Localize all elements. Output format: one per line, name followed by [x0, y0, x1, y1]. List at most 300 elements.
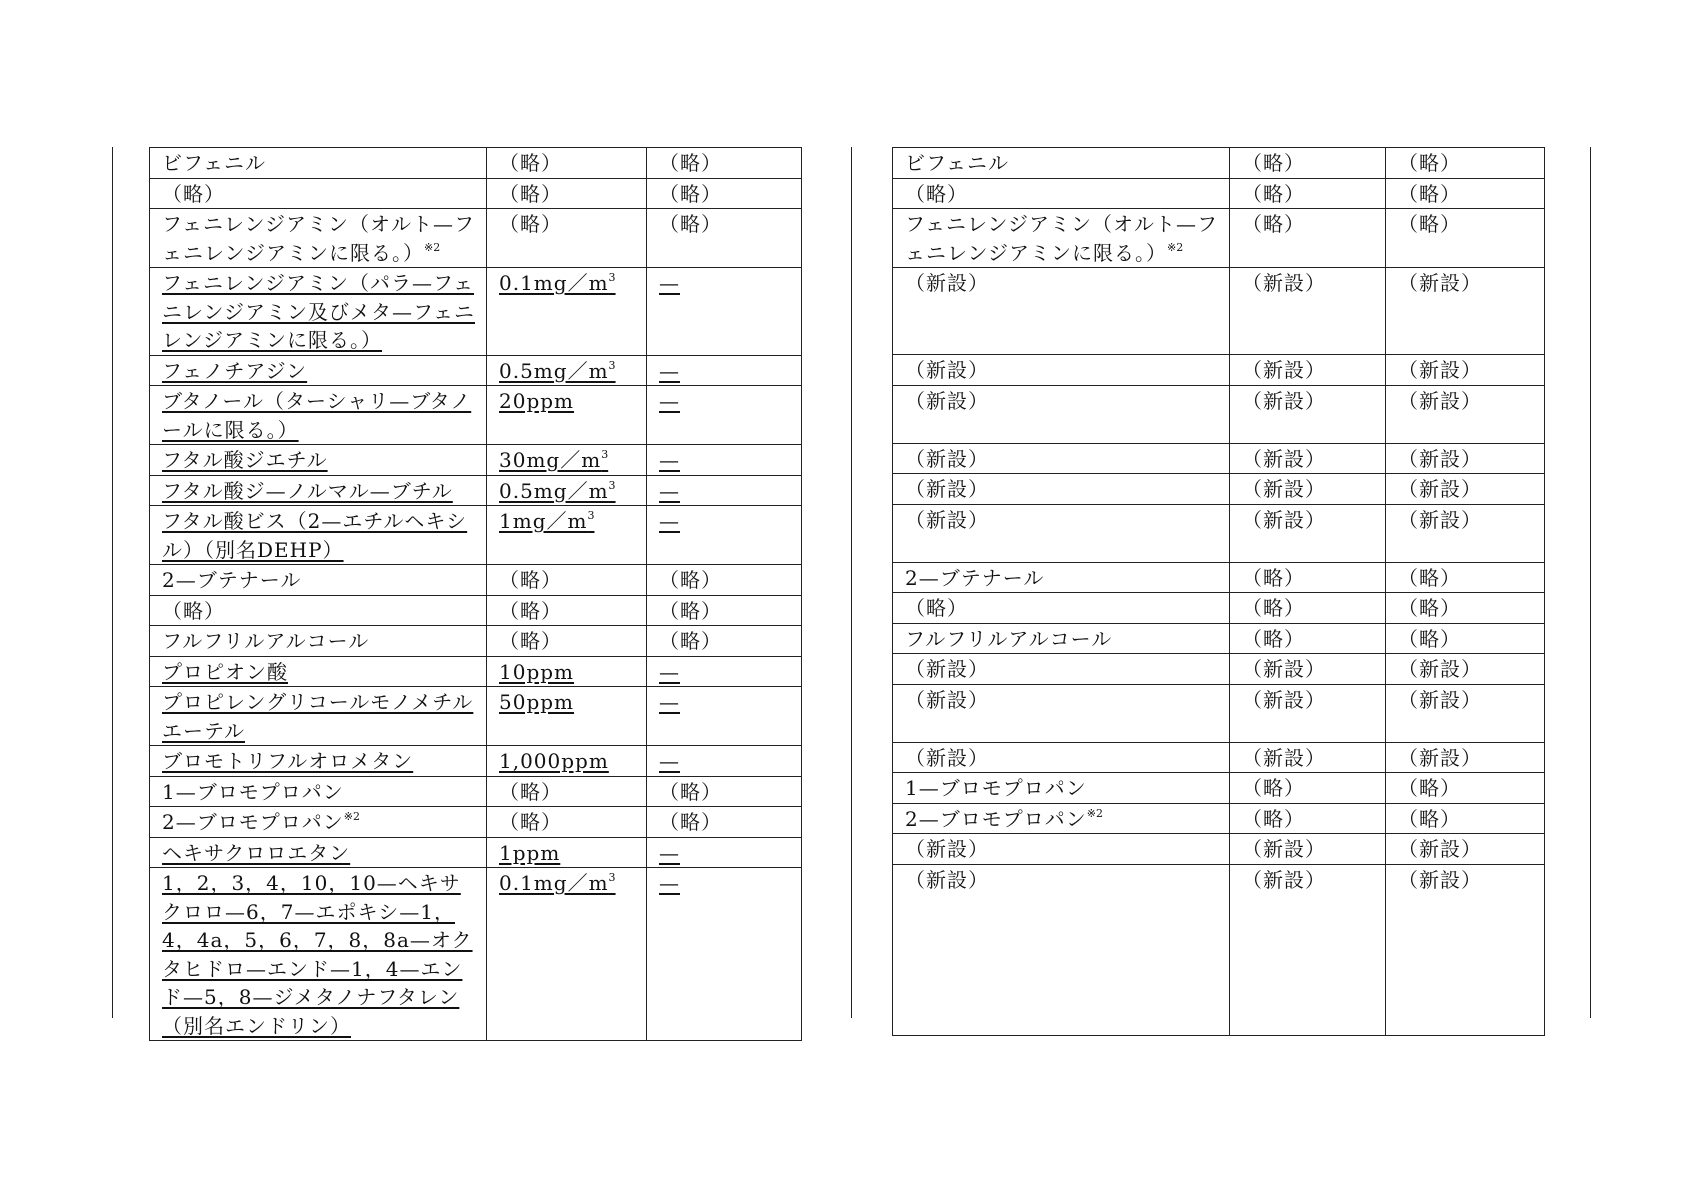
second-value: （略） — [659, 779, 722, 804]
limit-value-text — [1242, 688, 1326, 712]
second-value: （新設） — [1398, 388, 1482, 413]
table-row — [150, 746, 802, 777]
second-value-cell — [647, 746, 802, 777]
second-value-cell — [647, 268, 802, 356]
second-value: — — [659, 478, 680, 503]
substance-name: ヘキサクロロエタン — [162, 840, 351, 865]
substance-name: （新設） — [905, 358, 989, 382]
substance-name: 1—ブロモプロパン — [162, 779, 344, 804]
substance-name: （新設） — [905, 388, 989, 413]
limit-value-cell — [487, 837, 647, 868]
substance-name: フルフリルアルコール — [905, 626, 1113, 651]
limit-value-text — [1242, 837, 1326, 861]
limit-value-cell — [487, 687, 647, 746]
limit-value-cell — [1230, 474, 1386, 505]
table-row — [893, 834, 1545, 865]
substance-name-cell — [150, 565, 487, 596]
limit-value: （略） — [499, 629, 562, 653]
substance-name: （新設） — [905, 271, 989, 295]
footnote-mark: ※2 — [1086, 806, 1103, 820]
limit-value: （略） — [1242, 626, 1305, 651]
limit-value-text — [499, 690, 574, 714]
substance-name: （新設） — [905, 477, 989, 501]
limit-value-cell — [1230, 742, 1386, 773]
limit-value-text — [1242, 447, 1326, 471]
limit-value: 0.5mg／m — [499, 478, 609, 503]
substance-name-cell — [150, 656, 487, 687]
second-value: （略） — [659, 810, 722, 834]
substance-name: （新設） — [905, 657, 989, 681]
second-value: （略） — [1398, 151, 1461, 175]
substance-name: プロピレングリコールモノメチルエーテル — [162, 690, 474, 743]
left-margin-rule — [112, 147, 113, 1018]
limit-value-text — [1242, 389, 1326, 413]
limit-value-cell — [487, 475, 647, 506]
second-value: （略） — [1398, 181, 1461, 206]
second-value-cell — [1386, 593, 1545, 624]
limit-value-text — [1242, 746, 1326, 770]
substance-name: フェニレンジアミン（パラ—フェニレンジアミン及びメタ—フェニレンジアミンに限る。） — [162, 271, 475, 352]
limit-value-cell — [487, 746, 647, 777]
substance-name-cell — [150, 475, 487, 506]
substance-name-cell — [893, 474, 1230, 505]
second-value-cell — [1386, 209, 1545, 268]
second-value-cell — [647, 687, 802, 746]
second-value-cell — [647, 776, 802, 807]
second-value-cell — [647, 868, 802, 1041]
table-row — [150, 475, 802, 506]
second-value-cell — [647, 178, 802, 209]
current-table — [892, 147, 1545, 1036]
second-value-cell — [1386, 504, 1545, 562]
substance-name: （略） — [905, 181, 968, 206]
second-value: — — [659, 358, 680, 383]
limit-value-cell — [1230, 654, 1386, 685]
table-row — [893, 474, 1545, 505]
second-value: （略） — [1398, 806, 1461, 831]
second-value: （略） — [1398, 565, 1461, 590]
table-row — [150, 355, 802, 386]
table-row — [893, 803, 1545, 834]
limit-value-text — [499, 182, 562, 206]
substance-name: フタル酸ジエチル — [162, 448, 328, 472]
second-value-cell — [647, 445, 802, 476]
second-value: — — [659, 389, 680, 413]
second-value-cell — [1386, 385, 1545, 443]
limit-value-text — [499, 780, 562, 804]
limit-value: （略） — [1242, 806, 1305, 831]
substance-name-cell — [150, 595, 487, 626]
limit-value: （新設） — [1242, 388, 1326, 413]
limit-value: （新設） — [1242, 271, 1326, 295]
second-value: （新設） — [1398, 358, 1482, 382]
substance-name-cell — [893, 742, 1230, 773]
table-row — [150, 868, 802, 1041]
substance-name-cell — [893, 684, 1230, 742]
limit-value-cell — [1230, 623, 1386, 654]
substance-name: （新設） — [905, 745, 989, 770]
limit-value: （略） — [499, 151, 562, 175]
limit-value-cell — [1230, 148, 1386, 179]
limit-value-text — [499, 629, 562, 653]
limit-value: 0.1mg／m — [499, 871, 609, 895]
table-row — [893, 742, 1545, 773]
second-value: （略） — [1398, 776, 1461, 800]
unit-exponent: 3 — [608, 478, 616, 492]
table-row — [893, 148, 1545, 179]
table-row — [150, 506, 802, 565]
second-value-cell — [1386, 562, 1545, 593]
limit-value-text — [1242, 508, 1326, 532]
substance-name-cell — [150, 746, 487, 777]
substance-name: （新設） — [905, 867, 989, 892]
substance-name-cell — [893, 268, 1230, 355]
limit-value-cell — [1230, 504, 1386, 562]
unit-exponent: 3 — [587, 509, 595, 522]
limit-value-text — [1242, 182, 1305, 206]
limit-value: 30mg／m — [499, 448, 602, 472]
second-value-cell — [1386, 654, 1545, 685]
limit-value-text — [1242, 657, 1326, 681]
limit-value-text — [1242, 566, 1305, 590]
second-value-cell — [1386, 178, 1545, 209]
second-value: — — [659, 690, 680, 714]
second-value: — — [659, 840, 680, 865]
limit-value-text — [499, 749, 609, 773]
limit-value-cell — [487, 626, 647, 657]
table-row — [893, 268, 1545, 355]
table-row — [150, 209, 802, 268]
substance-name-cell — [150, 837, 487, 868]
second-value-cell — [647, 506, 802, 565]
limit-value: （略） — [1242, 776, 1305, 800]
table-row — [150, 837, 802, 868]
substance-name: プロピオン酸 — [162, 659, 288, 684]
substance-name-cell — [150, 807, 487, 838]
limit-value-text — [1242, 212, 1305, 236]
substance-name: 2—ブロモプロパン — [162, 810, 344, 834]
table-row — [150, 386, 802, 445]
limit-value-text — [499, 871, 616, 895]
table-row — [150, 178, 802, 209]
limit-value: 1ppm — [499, 840, 561, 865]
table-row — [893, 773, 1545, 804]
limit-value: （新設） — [1242, 477, 1326, 501]
limit-value-text — [1242, 807, 1305, 831]
table-row — [893, 864, 1545, 1035]
limit-value: 1,000ppm — [499, 749, 609, 773]
substance-name-cell — [893, 148, 1230, 179]
substance-name: 1，2，3，4，10，10—ヘキサクロロ—6，7—エポキシ—1，4，4a，5，6，7，8，8a—オクタヒドロ—エンド—1，4—エンド—5，8—ジメタノナフタレン（別名エンドリン） — [162, 871, 473, 1038]
second-value: （略） — [1398, 212, 1461, 236]
limit-value-cell — [1230, 355, 1386, 386]
second-value: （略） — [659, 181, 722, 206]
second-value: （新設） — [1398, 446, 1482, 471]
limit-value-text — [499, 359, 616, 383]
revised-table — [149, 147, 802, 1041]
limit-value-cell — [1230, 385, 1386, 443]
limit-value-cell — [1230, 593, 1386, 624]
limit-value: （略） — [499, 181, 562, 206]
second-value-cell — [1386, 623, 1545, 654]
substance-name: フェノチアジン — [162, 358, 308, 383]
limit-value: （略） — [499, 568, 562, 592]
footnote-mark: ※2 — [1167, 240, 1184, 254]
substance-name-cell — [150, 868, 487, 1041]
table-row — [150, 807, 802, 838]
table-row — [150, 595, 802, 626]
table-row — [893, 209, 1545, 268]
center-divider-rule — [851, 147, 852, 1018]
substance-name-cell — [150, 148, 487, 179]
substance-name-cell — [893, 562, 1230, 593]
table-row — [893, 593, 1545, 624]
limit-value-cell — [487, 506, 647, 565]
limit-value-text — [499, 271, 616, 295]
second-value-cell — [647, 656, 802, 687]
second-value-cell — [647, 595, 802, 626]
second-value: （新設） — [1398, 687, 1482, 712]
limit-value: 20ppm — [499, 389, 575, 413]
limit-value-cell — [487, 148, 647, 179]
limit-value-text — [1242, 868, 1326, 892]
limit-value-text — [499, 841, 560, 865]
table-row — [150, 268, 802, 356]
table-row — [893, 654, 1545, 685]
second-value: （略） — [659, 212, 722, 236]
substance-name: ビフェニル — [162, 151, 266, 175]
limit-value-cell — [1230, 773, 1386, 804]
second-value: （略） — [659, 598, 722, 623]
limit-value: （新設） — [1242, 507, 1326, 532]
limit-value-cell — [487, 565, 647, 596]
second-value: （新設） — [1398, 745, 1482, 770]
substance-name: （新設） — [905, 687, 989, 712]
substance-name: ブロモトリフルオロメタン — [162, 749, 414, 773]
substance-name-cell — [893, 209, 1230, 268]
limit-value: （略） — [1242, 151, 1305, 175]
limit-value: （略） — [499, 212, 562, 236]
substance-name: （略） — [905, 596, 968, 620]
limit-value: （新設） — [1242, 867, 1326, 892]
limit-value-cell — [1230, 684, 1386, 742]
table-row — [893, 178, 1545, 209]
limit-value: 0.5mg／m — [499, 358, 609, 383]
limit-value-text — [499, 151, 562, 175]
second-value: （新設） — [1398, 837, 1482, 861]
second-value-cell — [1386, 803, 1545, 834]
limit-value: （新設） — [1242, 358, 1326, 382]
limit-value-cell — [1230, 178, 1386, 209]
footnote-mark: ※2 — [424, 240, 441, 254]
limit-value: （略） — [499, 598, 562, 623]
limit-value-text — [1242, 151, 1305, 175]
limit-value-cell — [487, 386, 647, 445]
substance-name-cell — [150, 687, 487, 746]
second-value-cell — [647, 837, 802, 868]
limit-value: （新設） — [1242, 657, 1326, 681]
limit-value-cell — [487, 178, 647, 209]
second-value: — — [659, 448, 680, 472]
table-row — [893, 443, 1545, 474]
footnote-mark: ※2 — [343, 810, 360, 823]
substance-name-cell — [150, 355, 487, 386]
second-value-cell — [647, 565, 802, 596]
limit-value-cell — [487, 807, 647, 838]
substance-name-cell — [150, 386, 487, 445]
limit-value-cell — [487, 355, 647, 386]
limit-value-text — [499, 810, 562, 834]
table-row — [893, 504, 1545, 562]
substance-name-cell — [150, 626, 487, 657]
substance-name-cell — [150, 506, 487, 565]
substance-name: 2—ブロモプロパン — [905, 806, 1087, 831]
limit-value: （略） — [499, 779, 562, 804]
substance-name: ビフェニル — [905, 151, 1009, 175]
substance-name-cell — [893, 654, 1230, 685]
substance-name: （新設） — [905, 446, 989, 471]
second-value-cell — [1386, 443, 1545, 474]
limit-value: 1mg／m — [499, 509, 588, 533]
substance-name-cell — [150, 268, 487, 356]
limit-value-cell — [1230, 443, 1386, 474]
limit-value-text — [499, 389, 574, 413]
second-value-cell — [647, 475, 802, 506]
substance-name: 1—ブロモプロパン — [905, 776, 1087, 800]
table-row — [150, 148, 802, 179]
substance-name: ブタノール（ターシャリ—ブタノールに限る。） — [162, 389, 472, 442]
second-value: — — [659, 659, 680, 684]
substance-name-cell — [893, 385, 1230, 443]
limit-value-cell — [487, 595, 647, 626]
second-value-cell — [1386, 742, 1545, 773]
limit-value-text — [1242, 776, 1305, 800]
limit-value-text — [499, 509, 594, 533]
substance-name-cell — [150, 776, 487, 807]
substance-name: （略） — [162, 598, 225, 623]
table-row — [893, 385, 1545, 443]
unit-exponent: 3 — [608, 358, 616, 372]
table-row — [150, 565, 802, 596]
limit-value-cell — [487, 268, 647, 356]
limit-value-cell — [487, 776, 647, 807]
table-row — [150, 626, 802, 657]
limit-value-cell — [487, 209, 647, 268]
limit-value-text — [499, 660, 574, 684]
second-value-cell — [1386, 773, 1545, 804]
limit-value-cell — [1230, 562, 1386, 593]
limit-value: 50ppm — [499, 690, 575, 714]
table-row — [893, 562, 1545, 593]
substance-name: フタル酸ジ—ノルマル—ブチル — [162, 478, 453, 503]
unit-exponent: 3 — [608, 871, 616, 884]
limit-value-text — [1242, 627, 1305, 651]
substance-name-cell — [150, 178, 487, 209]
limit-value-cell — [487, 656, 647, 687]
substance-name-cell — [893, 803, 1230, 834]
second-value-cell — [1386, 864, 1545, 1035]
second-value-cell — [1386, 148, 1545, 179]
limit-value: （新設） — [1242, 687, 1326, 712]
limit-value-text — [499, 212, 562, 236]
second-value: （略） — [659, 629, 722, 653]
limit-value: （略） — [1242, 212, 1305, 236]
substance-name: 2—ブテナール — [905, 565, 1045, 590]
second-value-cell — [1386, 834, 1545, 865]
second-value: （新設） — [1398, 507, 1482, 532]
right-margin-rule — [1590, 147, 1591, 1018]
substance-name-cell — [893, 593, 1230, 624]
second-value: （略） — [659, 151, 722, 175]
second-value: （略） — [659, 568, 722, 592]
limit-value-text — [499, 599, 562, 623]
limit-value-text — [499, 479, 616, 503]
second-value-cell — [647, 355, 802, 386]
second-value: （略） — [1398, 626, 1461, 651]
table-row — [150, 445, 802, 476]
limit-value-text — [1242, 358, 1326, 382]
substance-name: （略） — [162, 181, 225, 206]
substance-name-cell — [893, 773, 1230, 804]
unit-exponent: 3 — [601, 448, 609, 461]
table-row — [893, 355, 1545, 386]
limit-value: （略） — [1242, 181, 1305, 206]
substance-name-cell — [150, 445, 487, 476]
limit-value-cell — [487, 445, 647, 476]
substance-name-cell — [893, 864, 1230, 1035]
second-value: （新設） — [1398, 271, 1482, 295]
limit-value-text — [499, 448, 608, 472]
limit-value: （新設） — [1242, 837, 1326, 861]
substance-name-cell — [893, 504, 1230, 562]
limit-value-cell — [1230, 864, 1386, 1035]
second-value: — — [659, 871, 680, 895]
table-row — [150, 776, 802, 807]
substance-name: 2—ブテナール — [162, 568, 302, 592]
substance-name: フェニレンジアミン（オルト—フェニレンジアミンに限る。） — [162, 212, 475, 265]
second-value-cell — [647, 626, 802, 657]
second-value-cell — [647, 386, 802, 445]
second-value: （略） — [1398, 596, 1461, 620]
second-value: — — [659, 271, 680, 295]
second-value-cell — [1386, 684, 1545, 742]
limit-value-text — [1242, 596, 1305, 620]
limit-value: （新設） — [1242, 745, 1326, 770]
substance-name-cell — [893, 443, 1230, 474]
unit-exponent: 3 — [608, 271, 616, 284]
second-value: — — [659, 509, 680, 533]
limit-value: （略） — [1242, 596, 1305, 620]
substance-name: フタル酸ビス（2—エチルヘキシル）（別名DEHP） — [162, 509, 468, 562]
second-value: — — [659, 749, 680, 773]
limit-value-text — [1242, 477, 1326, 501]
table-row — [893, 623, 1545, 654]
second-value: （新設） — [1398, 477, 1482, 501]
limit-value: （新設） — [1242, 446, 1326, 471]
second-value-cell — [1386, 268, 1545, 355]
limit-value-cell — [1230, 803, 1386, 834]
limit-value-text — [499, 568, 562, 592]
table-row — [150, 656, 802, 687]
table-row — [150, 687, 802, 746]
limit-value: （略） — [499, 810, 562, 834]
limit-value-cell — [1230, 834, 1386, 865]
limit-value: 10ppm — [499, 659, 575, 684]
substance-name: フルフリルアルコール — [162, 629, 370, 653]
substance-name: フェニレンジアミン（オルト—フェニレンジアミンに限る。） — [905, 212, 1218, 265]
limit-value-text — [1242, 271, 1326, 295]
substance-name-cell — [893, 355, 1230, 386]
